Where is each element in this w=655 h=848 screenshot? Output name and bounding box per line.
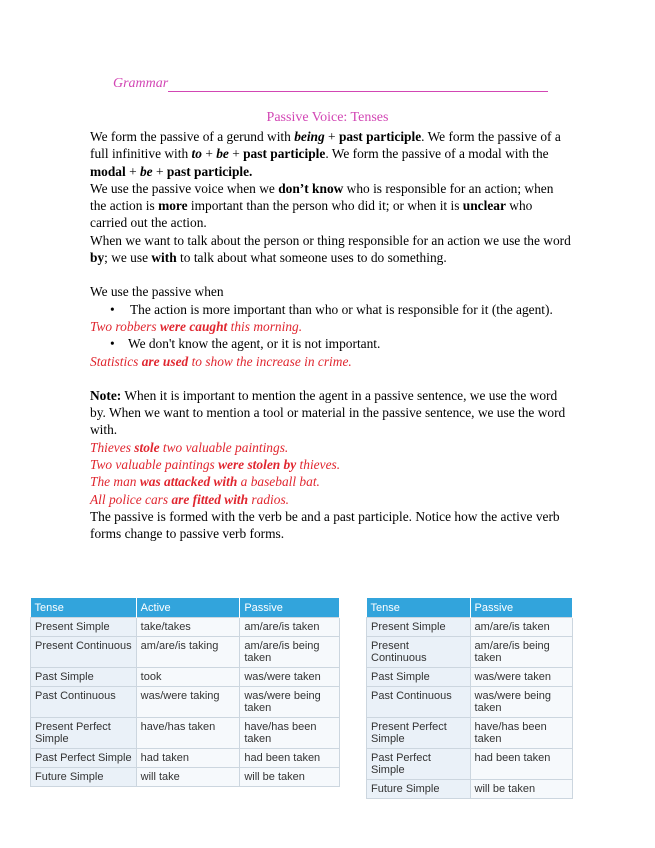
column-header: Active (136, 598, 240, 618)
passive-cell: was/were being taken (240, 687, 340, 718)
example-sentence: All police cars are fitted with radios. (90, 491, 290, 507)
table-row (367, 637, 573, 668)
passive-cell: am/are/is taken (240, 618, 340, 637)
passive-cell: will be taken (240, 768, 340, 787)
example-sentence: The man was attacked with a baseball bat. (90, 474, 320, 490)
tense-cell: Present Continuous (31, 637, 137, 668)
tense-cell: Present Simple (31, 618, 137, 637)
tense-cell: Present Simple (367, 618, 471, 637)
table-row (31, 768, 340, 787)
column-header: Tense (367, 598, 471, 618)
tense-cell: Past Continuous (367, 687, 471, 718)
lesson-body (90, 128, 572, 543)
grammar-underline (168, 77, 548, 92)
tense-cell: Past Simple (367, 668, 471, 687)
paragraph-formation: The passive is formed with the verb be and a past participle. Notice how the active verb forms change to passive verb forms. (90, 508, 560, 542)
bullet-item: • The action is more important than who or what is responsible for it (the agent). (90, 301, 572, 318)
passive-cell: have/has been taken (470, 718, 572, 749)
passive-cell: had been taken (470, 749, 572, 780)
tense-cell: Future Simple (31, 768, 137, 787)
table-header-row (31, 598, 340, 618)
tense-cell: Present Continuous (367, 637, 471, 668)
table-row (367, 668, 573, 687)
active-cell: take/takes (136, 618, 240, 637)
grammar-label: Grammar (113, 76, 169, 91)
active-cell: have/has taken (136, 718, 240, 749)
table-row (367, 718, 573, 749)
bullet-item: • We don't know the agent, or it is not important. (90, 335, 572, 352)
passive-cell: was/were taken (470, 668, 572, 687)
tense-table-active-passive (30, 598, 340, 787)
tense-cell: Past Simple (31, 668, 137, 687)
passive-cell: will be taken (470, 780, 572, 799)
grammar-header (113, 76, 553, 92)
table-row (31, 618, 340, 637)
tense-cell: Present Perfect Simple (367, 718, 471, 749)
tense-cell: Past Perfect Simple (31, 749, 137, 768)
passive-cell: am/are/is being taken (240, 637, 340, 668)
passive-cell: was/were being taken (470, 687, 572, 718)
column-header: Passive (470, 598, 572, 618)
column-header: Passive (240, 598, 340, 618)
paragraph-gerund-infinitive-modal: We form the passive of a gerund with being + past participle. We form the passive of a full infinitive with to + be + past participle. We form the passive of a modal with the modal + be + past participle. (90, 129, 561, 179)
example-sentence: Two robbers were caught this morning. (90, 318, 303, 334)
table-row (367, 687, 573, 718)
active-cell: am/are/is taking (136, 637, 240, 668)
column-header: Tense (31, 598, 137, 618)
table-row (31, 687, 340, 718)
page-title: Passive Voice: Tenses (266, 110, 389, 125)
paragraph-passive-usage: We use the passive voice when we don’t know who is responsible for an action; when the action is more important than the person who did it; or when it is unclear who carried out the action. (90, 180, 554, 231)
active-cell: will take (136, 768, 240, 787)
passive-cell: have/has been taken (240, 718, 340, 749)
table-row (367, 780, 573, 799)
passive-cell: had been taken (240, 749, 340, 768)
note-paragraph: Note: When it is important to mention the agent in a passive sentence, we use the word by. When we want to mention a tool or material in the passive sentence, we use the word with. (90, 387, 566, 438)
passive-cell: am/are/is taken (470, 618, 572, 637)
paragraph-by-with: When we want to talk about the person or thing responsible for an action we use the word by; we use with to talk about what someone uses to do something. (90, 232, 571, 266)
active-cell: had taken (136, 749, 240, 768)
active-cell: took (136, 668, 240, 687)
active-cell: was/were taking (136, 687, 240, 718)
example-sentence: Two valuable paintings were stolen by thieves. (90, 457, 341, 473)
table-header-row (367, 598, 573, 618)
tense-cell: Past Continuous (31, 687, 137, 718)
table-row (367, 618, 573, 637)
table-row (31, 718, 340, 749)
example-sentence: Thieves stole two valuable paintings. (90, 439, 289, 455)
table-row (31, 668, 340, 687)
table-row (367, 749, 573, 780)
note-label: Note: (90, 387, 122, 403)
passive-cell: was/were taken (240, 668, 340, 687)
passive-cell: am/are/is being taken (470, 637, 572, 668)
example-sentence: Statistics are used to show the increase in crime. (90, 353, 352, 369)
tense-table-passive-only (366, 598, 573, 799)
tense-cell: Past Perfect Simple (367, 749, 471, 780)
tense-cell: Future Simple (367, 780, 471, 799)
table-row (31, 749, 340, 768)
tense-cell: Present Perfect Simple (31, 718, 137, 749)
paragraph-passive-when: We use the passive when (90, 284, 224, 300)
table-row (31, 637, 340, 668)
